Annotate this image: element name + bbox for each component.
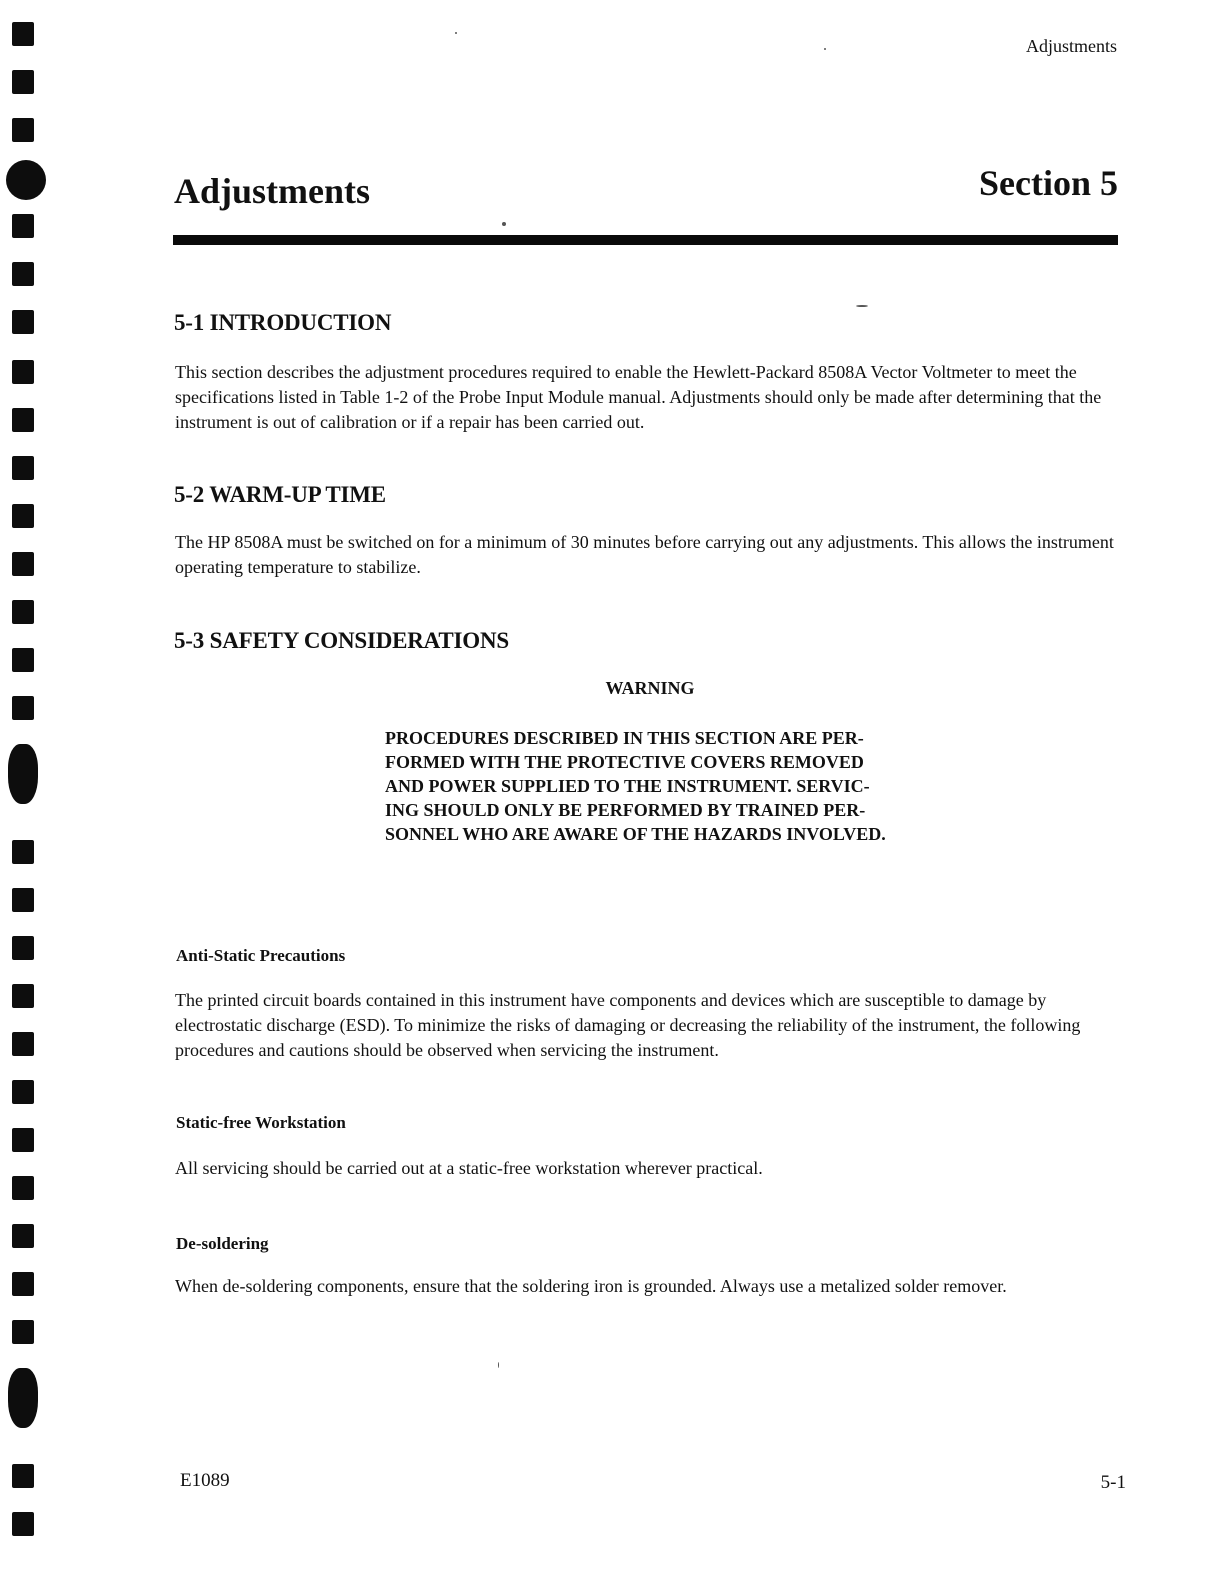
binding-hole [12, 552, 34, 576]
binding-hole [12, 1128, 34, 1152]
warning-text [385, 726, 925, 846]
binding-hole [12, 456, 34, 480]
running-header: Adjustments [1025, 36, 1117, 56]
warm-up-paragraph: The HP 8508A must be switched on for a minimum of 30 minutes before carrying out any adjustments. This allows the instrument operating temperature to stabilize. [175, 532, 1114, 577]
binding-hole [12, 888, 34, 912]
binding-hole [12, 360, 34, 384]
binding-hole [12, 1224, 34, 1248]
de-soldering-paragraph: When de-soldering components, ensure that the soldering iron is grounded. Always use a metalized solder remover. [175, 1276, 1007, 1296]
scan-speck [498, 1362, 499, 1368]
binding-hole [12, 310, 34, 334]
binding-hole [12, 696, 34, 720]
warning-line: PROCEDURES DESCRIBED IN THIS SECTION ARE PER- [385, 728, 864, 748]
binding-hole [8, 744, 38, 804]
warning-line: ING SHOULD ONLY BE PERFORMED BY TRAINED PER- [385, 800, 866, 820]
binding-hole [12, 648, 34, 672]
title-rule [173, 235, 1118, 245]
scan-speck [502, 222, 506, 226]
introduction-paragraph: This section describes the adjustment procedures required to enable the Hewlett-Packard 8508A Vector Voltmeter to meet the specifications listed in Table 1-2 of the Probe Input Module manual. Adjustments should only be made after determining that the instrument is out of calibration or if a repair has been carried out. [175, 362, 1102, 432]
binding-hole [6, 160, 46, 200]
scan-speck [455, 32, 457, 34]
binding-hole [12, 984, 34, 1008]
footer-page-number: 5-1 [1100, 1472, 1126, 1493]
scan-speck [856, 305, 868, 307]
footer-document-code: E1089 [180, 1470, 230, 1491]
binding-hole [12, 70, 34, 94]
warning-line: FORMED WITH THE PROTECTIVE COVERS REMOVED [385, 752, 864, 772]
warning-line: AND POWER SUPPLIED TO THE INSTRUMENT. SERVIC- [385, 776, 870, 796]
warning-line: SONNEL WHO ARE AWARE OF THE HAZARDS INVOLVED. [385, 824, 886, 844]
binding-hole [12, 600, 34, 624]
heading-warm-up-time: 5-2 WARM-UP TIME [174, 482, 386, 507]
heading-de-soldering: De-soldering [176, 1234, 269, 1253]
heading-anti-static-precautions: Anti-Static Precautions [176, 946, 346, 965]
binding-hole [12, 1512, 34, 1536]
scan-speck [824, 48, 826, 50]
binding-hole [12, 1176, 34, 1200]
heading-static-free-workstation: Static-free Workstation [176, 1113, 346, 1132]
binding-hole [12, 1320, 34, 1344]
binding-hole [12, 1032, 34, 1056]
binding-hole [12, 22, 34, 46]
binding-hole [12, 118, 34, 142]
binding-hole [12, 214, 34, 238]
binding-holes [0, 0, 50, 1584]
binding-hole [12, 1272, 34, 1296]
binding-hole [12, 408, 34, 432]
binding-hole [12, 936, 34, 960]
binding-hole [12, 1080, 34, 1104]
anti-static-paragraph: The printed circuit boards contained in this instrument have components and devices which are susceptible to damage by electrostatic discharge (ESD). To minimize the risks of damaging or decreasing the reliability of the instrument, the following procedures and cautions should be observed when servicing the instrument. [175, 990, 1081, 1060]
heading-introduction: 5-1 INTRODUCTION [174, 310, 392, 335]
binding-hole [12, 262, 34, 286]
heading-safety-considerations: 5-3 SAFETY CONSIDERATIONS [174, 628, 509, 653]
binding-hole [12, 504, 34, 528]
binding-hole [12, 840, 34, 864]
chapter-title: Adjustments [174, 171, 371, 211]
section-number: Section 5 [979, 163, 1118, 203]
workstation-paragraph: All servicing should be carried out at a static-free workstation wherever practical. [175, 1158, 763, 1178]
binding-hole [8, 1368, 38, 1428]
warning-title: WARNING [605, 678, 695, 698]
binding-hole [12, 1464, 34, 1488]
